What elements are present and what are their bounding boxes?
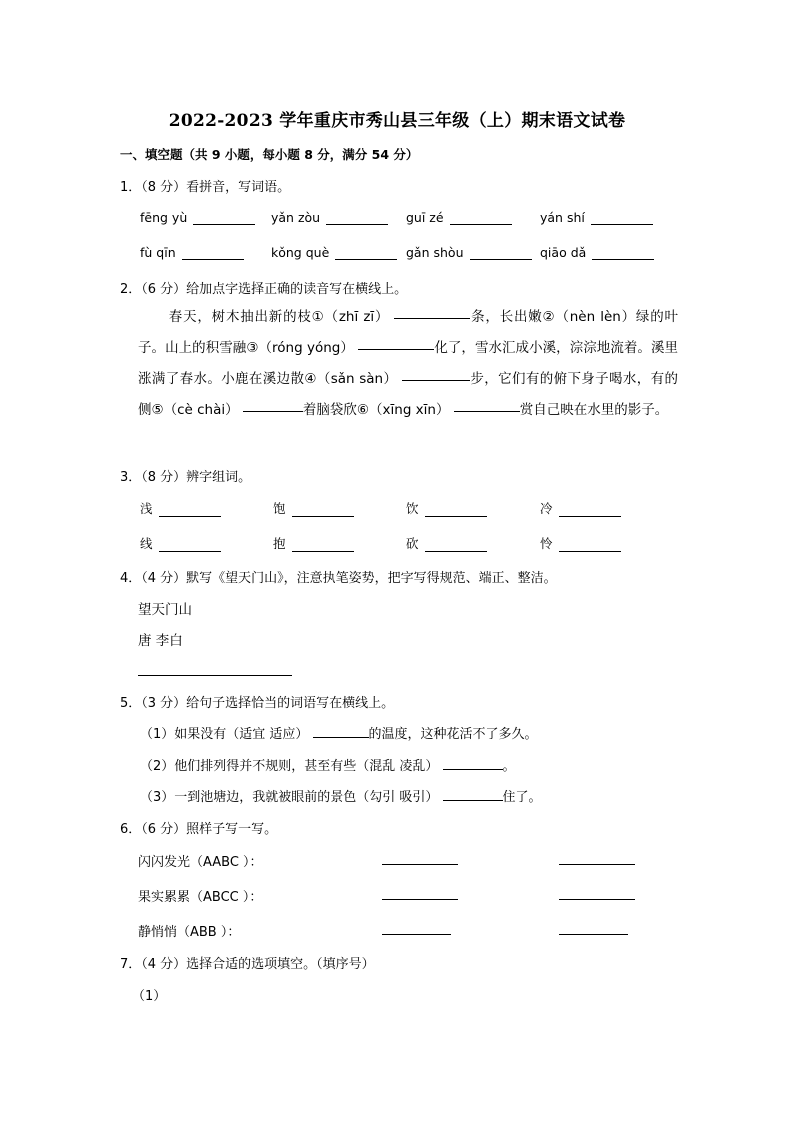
- pinyin-item: [540, 245, 654, 260]
- word-item: [406, 499, 487, 517]
- answer-blank[interactable]: [159, 537, 221, 552]
- answer-blank[interactable]: [454, 410, 520, 412]
- answer-blank[interactable]: [443, 768, 503, 770]
- answer-blank[interactable]: [382, 850, 458, 865]
- sentence-text: 。: [502, 759, 516, 774]
- answer-blank[interactable]: [292, 502, 354, 517]
- pinyin-label: yǎn zòu: [271, 210, 321, 225]
- passage-text: 着脑袋欣⑥（xīng xīn）: [302, 402, 450, 418]
- word-item: [140, 499, 221, 517]
- sentence-text: 住了。: [502, 790, 542, 805]
- poem-author: 唐 李白: [138, 633, 183, 649]
- pinyin-label: guī zé: [406, 210, 444, 225]
- passage-text: 赏自己映: [519, 402, 574, 418]
- pinyin-label: yán shí: [540, 210, 585, 225]
- answer-blank[interactable]: [450, 210, 512, 225]
- answer-blank[interactable]: [182, 245, 244, 260]
- sentence-text: （1）如果没有（适宜 适应）: [140, 727, 309, 742]
- pinyin-item: [271, 210, 388, 225]
- passage-text: 绿的叶子。山上的积雪融③（róng yóng）: [138, 309, 678, 356]
- answer-blank[interactable]: [326, 210, 388, 225]
- passage-text: 着。溪里涨满了春水。小鹿在溪边散④（sǎn sàn）: [138, 340, 679, 387]
- character-label: 浅: [140, 501, 153, 516]
- sentence-3: [140, 786, 542, 805]
- answer-blank[interactable]: [470, 245, 532, 260]
- pinyin-label: kǒng què: [271, 245, 330, 260]
- answer-blank[interactable]: [382, 885, 458, 900]
- pinyin-label: gǎn shòu: [406, 245, 464, 260]
- word-item: [406, 534, 487, 552]
- word-item: [273, 534, 354, 552]
- character-label: 线: [140, 536, 153, 551]
- pattern-example: 静悄悄（ABB ）：: [138, 925, 241, 940]
- pinyin-item: [271, 245, 397, 260]
- answer-blank[interactable]: [425, 502, 487, 517]
- pinyin-label: qiāo dǎ: [540, 245, 587, 260]
- pinyin-item: [406, 210, 512, 225]
- answer-blank[interactable]: [292, 537, 354, 552]
- question-3-stem: 3．（8 分）辨字组词。: [120, 470, 252, 485]
- pattern-example: 闪闪发光（AABC ）：: [138, 855, 263, 870]
- pinyin-item: [140, 245, 244, 260]
- poem-title: 望天门山: [138, 602, 192, 618]
- answer-blank[interactable]: [394, 317, 470, 319]
- answer-blank[interactable]: [559, 502, 621, 517]
- character-label: 砍: [406, 536, 419, 551]
- passage-text: 条，长出嫩②（nèn lèn）: [470, 309, 636, 325]
- page-title: 2022-2023 学年重庆市秀山县三年级（上）期末语文试卷: [168, 111, 626, 131]
- section-heading: 一、填空题（共 9 小题，每小题 8 分，满分 54 分）: [120, 147, 419, 162]
- passage-text: 春天，树木抽出新的枝①（zhī zī）: [168, 309, 390, 325]
- pattern-example: 果实累累（ABCC ）：: [138, 890, 263, 905]
- word-item: [140, 534, 221, 552]
- answer-blank[interactable]: [559, 850, 635, 865]
- sentence-2: [140, 755, 516, 774]
- character-label: 饮: [406, 501, 419, 516]
- question-6-stem: 6．（6 分）照样子写一写。: [120, 822, 278, 837]
- answer-blank[interactable]: [402, 379, 470, 381]
- answer-blank[interactable]: [559, 920, 628, 935]
- passage-text: 喝水，有的侧⑤（cè chài）: [138, 371, 679, 418]
- answer-blank[interactable]: [382, 920, 451, 935]
- character-label: 冷: [540, 501, 553, 516]
- answer-blank[interactable]: [193, 210, 255, 225]
- pinyin-item: [540, 210, 653, 225]
- passage-text: 化了，雪水汇成小溪，淙淙地流: [434, 340, 624, 356]
- word-item: [540, 534, 621, 552]
- sentence-1: [140, 723, 538, 742]
- answer-blank[interactable]: [243, 410, 303, 412]
- answer-blank[interactable]: [425, 537, 487, 552]
- answer-blank[interactable]: [592, 245, 654, 260]
- answer-blank[interactable]: [559, 537, 621, 552]
- character-label: 饱: [273, 501, 286, 516]
- question-2-stem: 2．（6 分）给加点字选择正确的读音写在横线上。: [120, 282, 408, 297]
- character-label: 怜: [540, 536, 553, 551]
- poem-answer-line[interactable]: [138, 675, 292, 676]
- answer-blank[interactable]: [559, 885, 635, 900]
- question-7-stem: 7．（4 分）选择合适的选项填空。（填序号）: [120, 957, 375, 972]
- word-item: [540, 499, 621, 517]
- answer-blank[interactable]: [335, 245, 397, 260]
- pinyin-label: fù qīn: [140, 245, 176, 260]
- passage-text: 在水里的影子。: [573, 402, 669, 418]
- sub-question-1: （1）: [132, 989, 167, 1004]
- pinyin-item: [406, 245, 532, 260]
- answer-blank[interactable]: [313, 736, 369, 738]
- passage: [138, 302, 678, 426]
- answer-blank[interactable]: [159, 502, 221, 517]
- character-label: 抱: [273, 536, 286, 551]
- pinyin-item: [140, 210, 255, 225]
- sentence-text: （2）他们排列得并不规则，甚至有些（混乱 凌乱）: [140, 759, 439, 774]
- sentence-text: （3）一到池塘边，我就被眼前的景色（勾引 吸引）: [140, 790, 439, 805]
- question-4-stem: 4．（4 分）默写《望天门山》，注意执笔姿势，把字写得规范、端正、整洁。: [120, 571, 557, 586]
- answer-blank[interactable]: [443, 799, 503, 801]
- passage-text: 步，它们有的俯下身子: [470, 371, 610, 387]
- question-5-stem: 5．（3 分）给句子选择恰当的词语写在横线上。: [120, 696, 395, 711]
- word-item: [273, 499, 354, 517]
- answer-blank[interactable]: [358, 348, 434, 350]
- question-1-stem: 1．（8 分）看拼音，写词语。: [120, 180, 291, 195]
- sentence-text: 的温度，这种花活不了多久。: [368, 727, 538, 742]
- pinyin-label: fēng yù: [140, 210, 188, 225]
- answer-blank[interactable]: [591, 210, 653, 225]
